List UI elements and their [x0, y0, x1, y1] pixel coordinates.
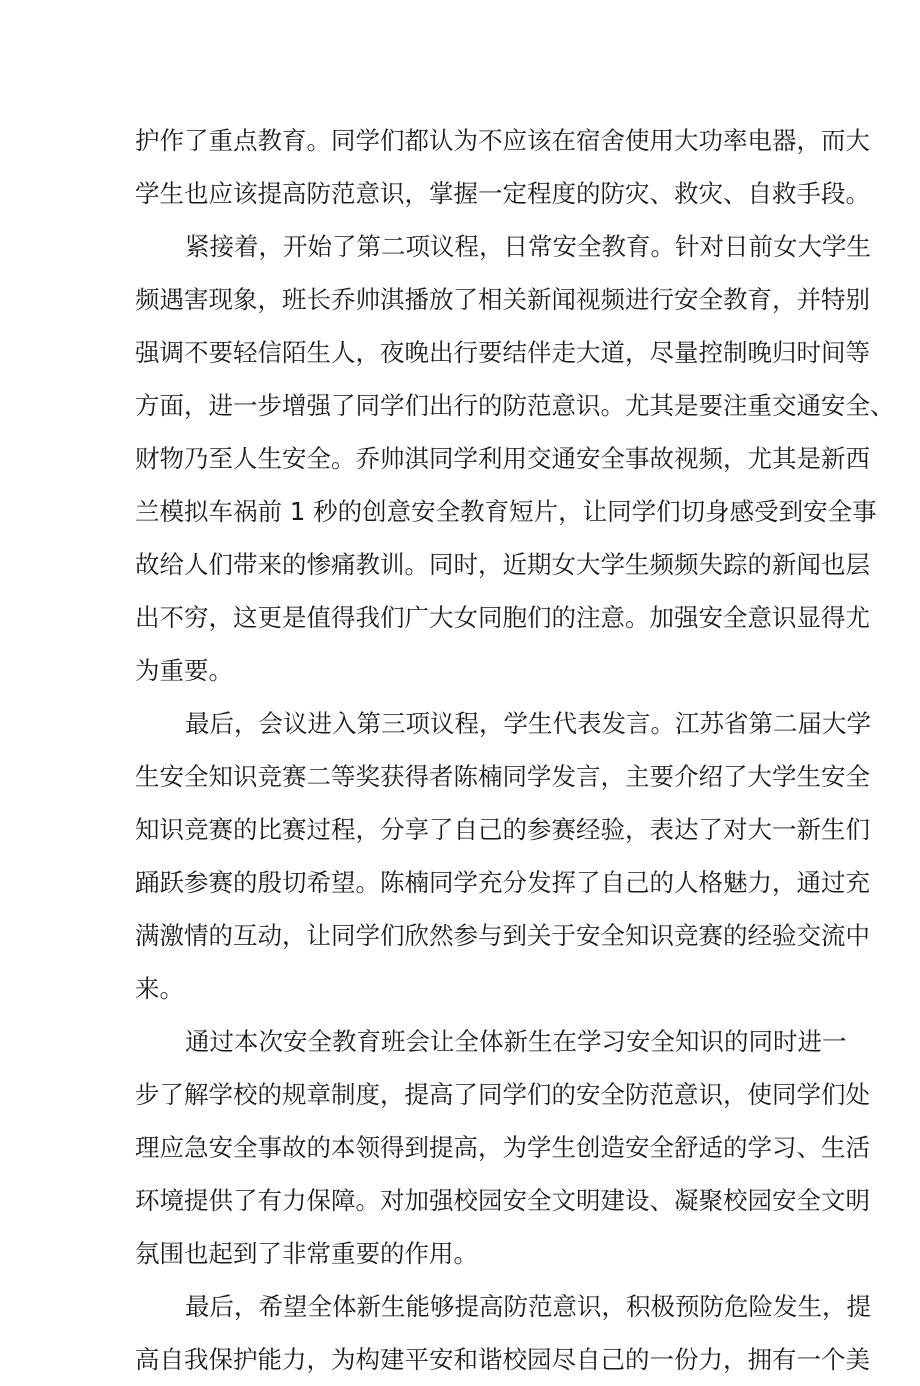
text-line: 步了解学校的规章制度，提高了同学们的安全防范意识，使同学们处 — [135, 1080, 870, 1109]
text-line: 方面，进一步增强了同学们出行的防范意识。尤其是要注重交通安全、 — [135, 391, 895, 420]
paragraph-start-line: 最后，希望全体新生能够提高防范意识，积极预防危险发生，提 — [185, 1292, 871, 1321]
text-line: 频遇害现象，班长乔帅淇播放了相关新闻视频进行安全教育，并特别 — [135, 285, 870, 314]
paragraph-end-line: 氛围也起到了非常重要的作用。 — [135, 1239, 478, 1268]
text-line: 故给人们带来的惨痛教训。同时，近期女大学生频频失踪的新闻也层 — [135, 550, 870, 579]
text-line: 高自我保护能力，为构建平安和谐校园尽自己的一份力，拥有一个美 — [135, 1345, 870, 1374]
text-line: 护作了重点教育。同学们都认为不应该在宿舍使用大功率电器，而大 — [135, 126, 870, 155]
paragraph-end-line: 来。 — [135, 974, 184, 1003]
text-line: 知识竞赛的比赛过程，分享了自己的参赛经验，表达了对大一新生们 — [135, 815, 870, 844]
text-line: 踊跃参赛的殷切希望。陈楠同学充分发挥了自己的人格魅力，通过充 — [135, 868, 870, 897]
paragraph-start-line: 最后，会议进入第三项议程，学生代表发言。江苏省第二届大学 — [185, 709, 871, 738]
text-line: 出不穷，这更是值得我们广大女同胞们的注意。加强安全意识显得尤 — [135, 603, 870, 632]
paragraph-start-line: 紧接着，开始了第二项议程，日常安全教育。针对日前女大学生 — [185, 232, 871, 261]
text-line: 满激情的互动，让同学们欣然参与到关于安全知识竞赛的经验交流中 — [135, 921, 870, 950]
text-line: 理应急安全事故的本领得到提高，为学生创造安全舒适的学习、生活 — [135, 1133, 870, 1162]
text-line: 强调不要轻信陌生人，夜晚出行要结伴走大道，尽量控制晚归时间等 — [135, 338, 870, 367]
paragraph-end-line: 为重要。 — [135, 656, 233, 685]
text-line: 生安全知识竞赛二等奖获得者陈楠同学发言，主要介绍了大学生安全 — [135, 762, 870, 791]
text-line: 学生也应该提高防范意识，掌握一定程度的防灾、救灾、自救手段。 — [135, 179, 870, 208]
text-line: 兰模拟车祸前 1 秒的创意安全教育短片，让同学们切身感受到安全事 — [135, 497, 877, 526]
paragraph-start-line: 通过本次安全教育班会让全体新生在学习安全知识的同时进一 — [185, 1027, 847, 1056]
text-line: 财物乃至人生安全。乔帅淇同学利用交通安全事故视频，尤其是新西 — [135, 444, 870, 473]
document-body — [135, 114, 895, 1386]
text-line: 环境提供了有力保障。对加强校园安全文明建设、凝聚校园安全文明 — [135, 1186, 870, 1215]
